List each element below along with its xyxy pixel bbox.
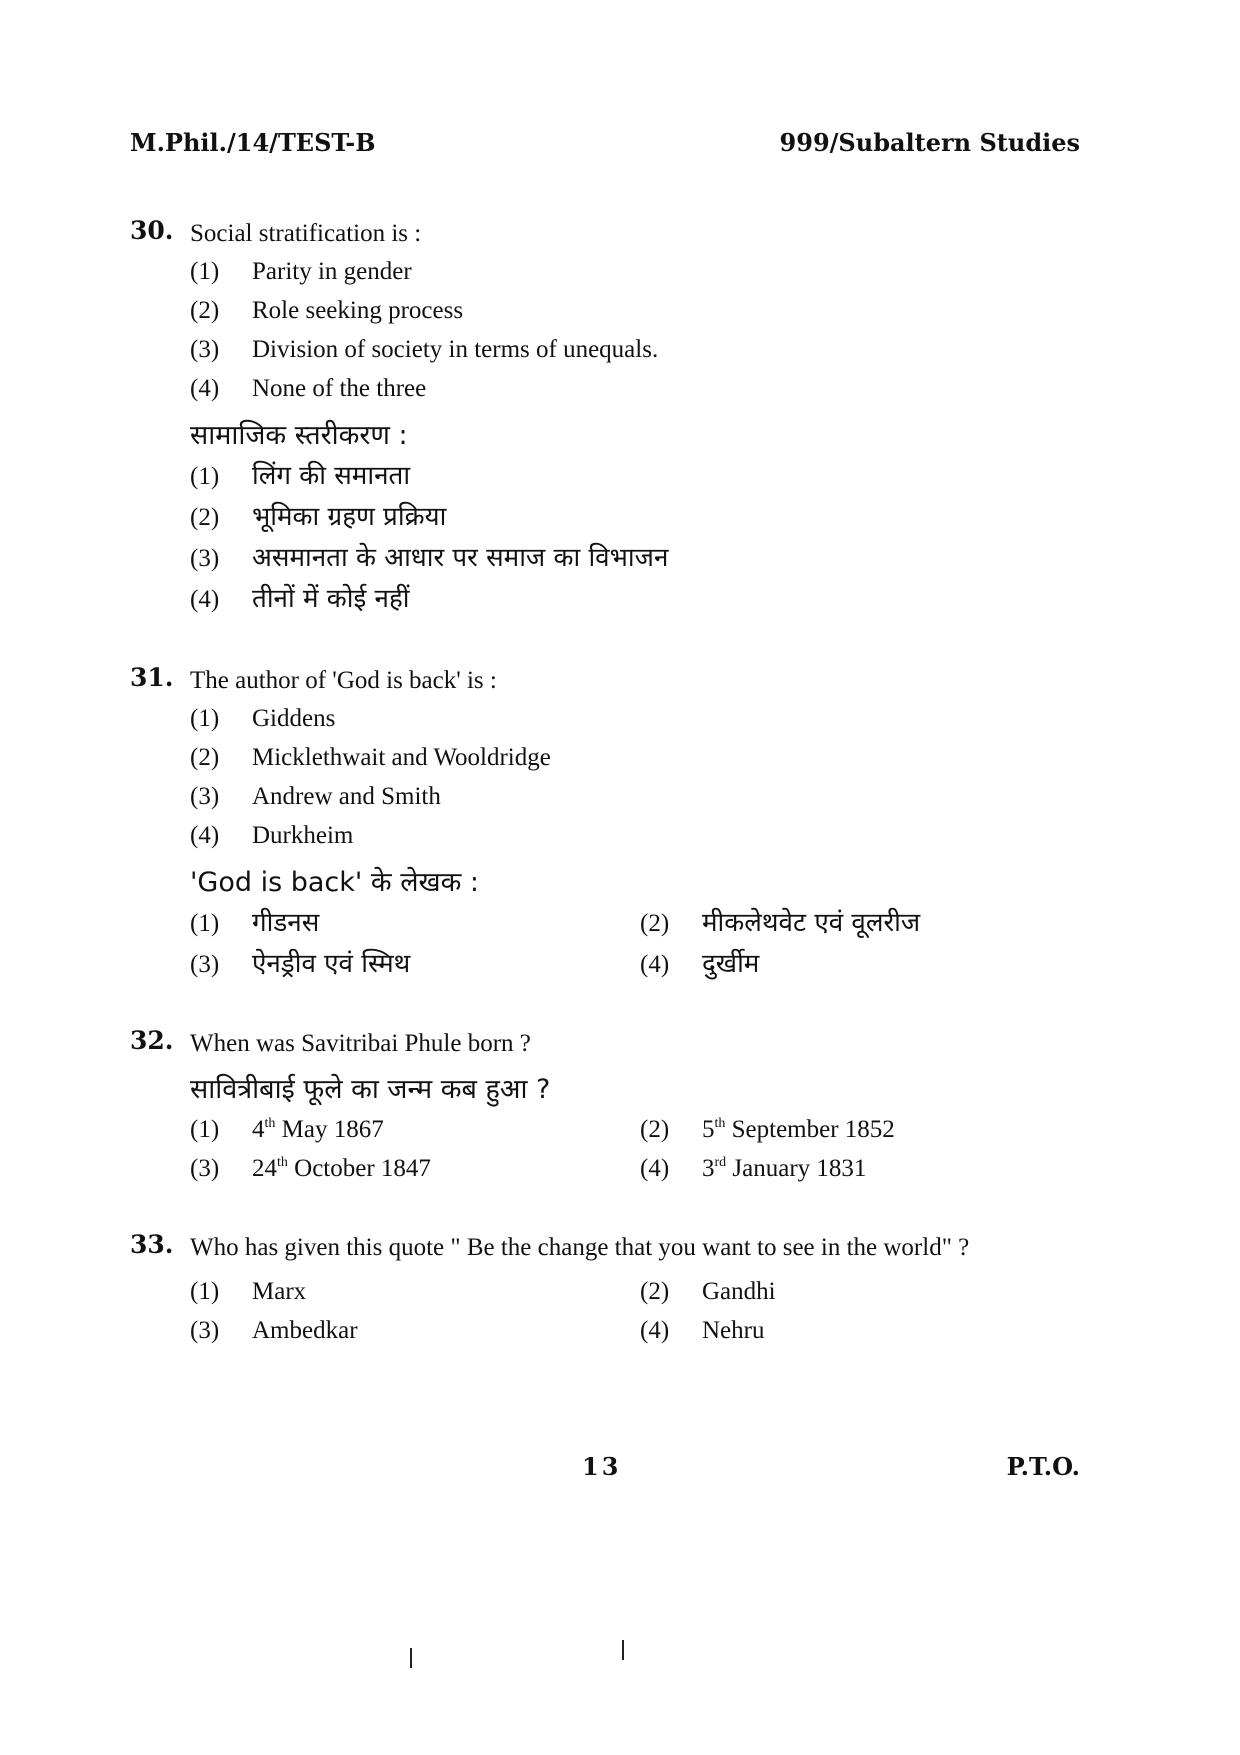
- options-hi: [190, 903, 1080, 985]
- question-31: [130, 663, 1080, 985]
- subject-title: 999/Subaltern Studies: [779, 128, 1080, 157]
- option-mark: (4): [640, 1317, 670, 1344]
- option-3: [190, 777, 1080, 816]
- option-mark: (4): [190, 822, 220, 849]
- option-text: Gandhi: [702, 1278, 776, 1305]
- option-mark: (1): [190, 1278, 220, 1305]
- option-text: Parity in gender: [252, 258, 412, 285]
- option-1-hi: [190, 456, 1080, 497]
- option-text: गीडनस: [252, 908, 320, 938]
- question-number: 33.: [130, 1230, 174, 1259]
- question-text-hi: सावित्रीबाई फूले का जन्म कब हुआ ?: [190, 1074, 551, 1105]
- option-4: [190, 369, 1080, 408]
- question-text-hi: सामाजिक स्तरीकरण :: [190, 420, 408, 451]
- pto-label: P.T.O.: [1006, 1452, 1080, 1481]
- question-32: [130, 1026, 1080, 1188]
- option-mark: (3): [190, 1155, 220, 1182]
- option-text: Micklethwait and Wooldridge: [252, 744, 551, 771]
- option-mark: (2): [640, 910, 670, 937]
- option-3: [190, 330, 1080, 369]
- option-suffix: th: [277, 1155, 288, 1170]
- question-number: 31.: [130, 663, 174, 692]
- options: [190, 1272, 1080, 1350]
- option-day: 4: [252, 1116, 265, 1143]
- option-text: Ambedkar: [252, 1317, 358, 1344]
- option-mark: (1): [190, 705, 220, 732]
- scan-mark-left: [410, 1648, 412, 1668]
- option-mark: (3): [190, 545, 220, 572]
- option-text: असमानता के आधार पर समाज का विभाजन: [252, 543, 669, 573]
- option-mark: (3): [190, 783, 220, 810]
- option-text: [702, 1110, 895, 1149]
- question-text-hi: 'God is back' के लेखक :: [190, 867, 480, 898]
- option-text: Marx: [252, 1278, 307, 1305]
- option-mark: (2): [640, 1278, 670, 1305]
- paper-code: M.Phil./14/TEST-B: [130, 128, 376, 157]
- option-4: [640, 1311, 1090, 1350]
- option-text: Giddens: [252, 705, 336, 732]
- option-text: None of the three: [252, 375, 427, 402]
- question-30: [130, 216, 1080, 620]
- option-mark: (1): [190, 1116, 220, 1143]
- option-suffix: th: [714, 1116, 726, 1131]
- option-text: Andrew and Smith: [252, 783, 441, 810]
- option-text: लिंग की समानता: [252, 461, 411, 491]
- question-text-en: Social stratification is :: [190, 220, 422, 247]
- option-mark: (2): [190, 297, 220, 324]
- option-1: [190, 1110, 640, 1149]
- option-mark: (4): [190, 586, 220, 613]
- option-text: दुर्खीम: [702, 949, 760, 979]
- option-mark: (3): [190, 951, 220, 978]
- options-en: [190, 699, 1080, 855]
- option-mark: (2): [190, 504, 220, 531]
- question-number: 32.: [130, 1026, 174, 1055]
- option-text: [702, 1149, 866, 1188]
- options-hi: [190, 456, 1080, 620]
- option-mark: (3): [190, 1317, 220, 1344]
- option-2: [190, 291, 1080, 330]
- option-3-hi: [190, 538, 1080, 579]
- option-text: Division of society in terms of unequals.: [252, 336, 659, 363]
- question-33: [130, 1230, 1080, 1350]
- option-2: [190, 738, 1080, 777]
- option-mark: (4): [640, 1155, 670, 1182]
- option-3: [190, 1149, 640, 1188]
- option-2-hi: [190, 497, 1080, 538]
- option-rest: May 1867: [275, 1116, 384, 1143]
- option-mark: (1): [190, 910, 220, 937]
- options: [190, 1110, 1080, 1188]
- option-text: [252, 1110, 384, 1149]
- option-mark: (1): [190, 258, 220, 285]
- option-suffix: th: [264, 1116, 276, 1131]
- option-3: [190, 1311, 640, 1350]
- option-1: [190, 1272, 640, 1311]
- option-day: 24: [252, 1155, 277, 1182]
- option-text: Role seeking process: [252, 297, 464, 324]
- option-2: [640, 1272, 1090, 1311]
- option-4: [640, 1149, 1090, 1188]
- option-text: Nehru: [702, 1317, 765, 1344]
- option-text: भूमिका ग्रहण प्रक्रिया: [252, 502, 447, 532]
- option-2-hi: [640, 903, 1090, 944]
- option-4-hi: [640, 944, 1090, 985]
- option-mark: (4): [190, 375, 220, 402]
- option-rest: September 1852: [725, 1116, 895, 1143]
- option-suffix: rd: [714, 1155, 727, 1170]
- option-day: 3: [702, 1155, 715, 1182]
- question-number: 30.: [130, 216, 174, 245]
- option-mark: (4): [640, 951, 670, 978]
- option-rest: January 1831: [726, 1155, 867, 1182]
- option-4: [190, 816, 1080, 855]
- option-text: मीकलेथवेट एवं वूलरीज: [702, 908, 921, 938]
- option-mark: (1): [190, 463, 220, 490]
- option-4-hi: [190, 579, 1080, 620]
- option-text: ऐनड्रीव एवं स्मिथ: [252, 949, 411, 979]
- question-text-en: Who has given this quote " Be the change that you want to see in the world" ?: [190, 1234, 970, 1261]
- option-1: [190, 252, 1080, 291]
- option-text: Durkheim: [252, 822, 354, 849]
- option-mark: (2): [190, 744, 220, 771]
- option-text: तीनों में कोई नहीं: [252, 584, 410, 614]
- option-text: [252, 1149, 431, 1188]
- option-1: [190, 699, 1080, 738]
- options-en: [190, 252, 1080, 408]
- option-3-hi: [190, 944, 640, 985]
- option-mark: (3): [190, 336, 220, 363]
- option-rest: October 1847: [287, 1155, 431, 1182]
- question-text-en: When was Savitribai Phule born ?: [190, 1030, 531, 1057]
- question-text-en: The author of 'God is back' is :: [190, 667, 497, 694]
- scan-mark-right: [622, 1640, 624, 1660]
- option-1-hi: [190, 903, 640, 944]
- option-day: 5: [702, 1116, 715, 1143]
- option-2: [640, 1110, 1090, 1149]
- page-number: 13: [582, 1452, 622, 1481]
- option-mark: (2): [640, 1116, 670, 1143]
